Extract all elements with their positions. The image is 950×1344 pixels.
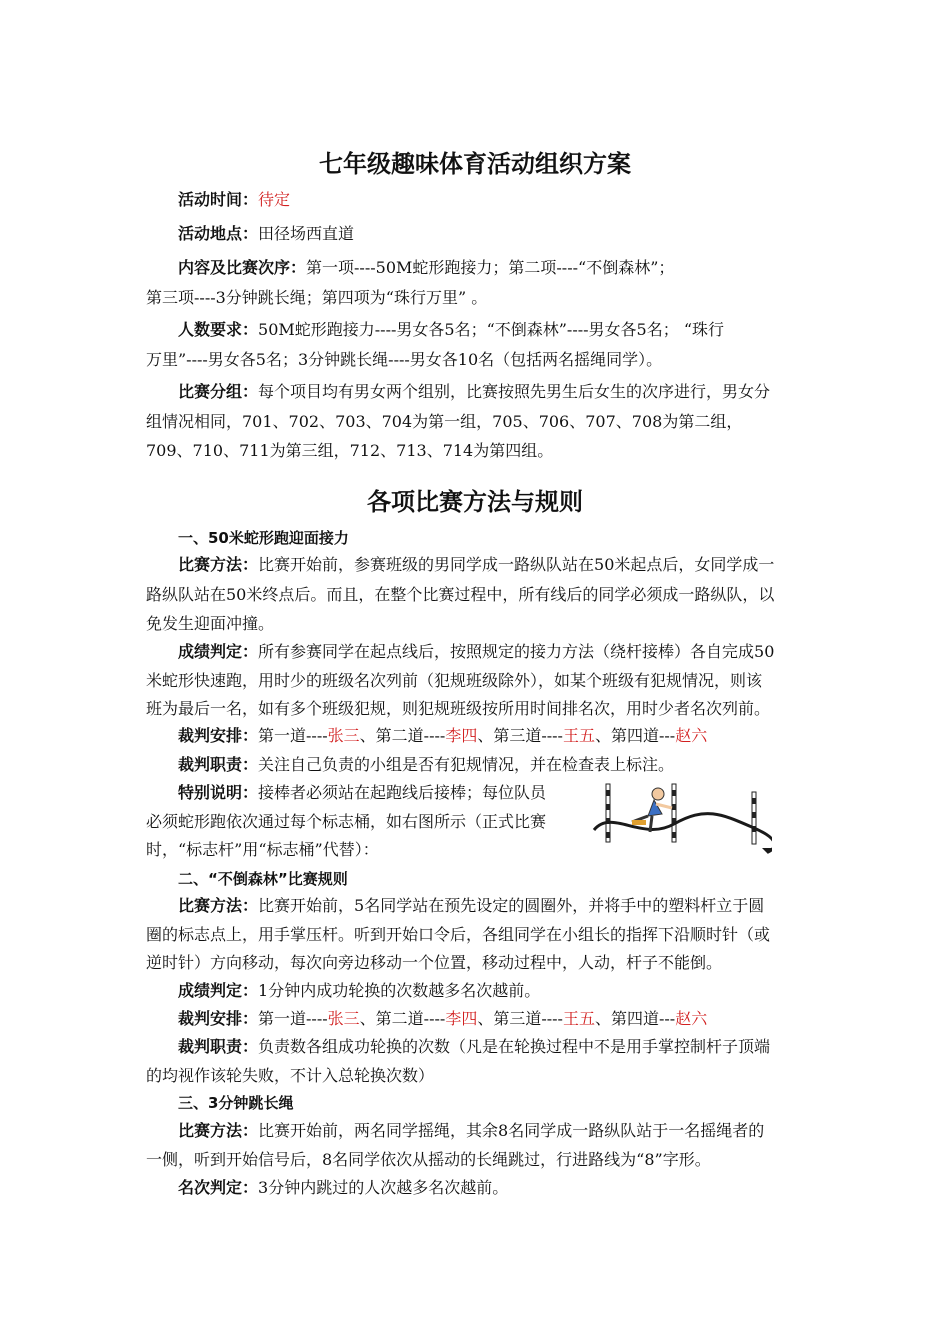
- event1-lane3-text: 、第三道----: [477, 726, 563, 745]
- event2-judge-label: 裁判安排：: [178, 1009, 259, 1028]
- order-text-1: 第一项----50M蛇形跑接力；第二项----“不倒森林”；: [306, 258, 675, 277]
- order-label: 内容及比赛次序：: [178, 258, 307, 277]
- event1-lane4-text: 、第四道---: [594, 726, 676, 745]
- group-text-1: 每个项目均有男女两个组别，比赛按照先男生后女生的次序进行，男女分: [258, 382, 771, 401]
- event1-special-line-2: 必须蛇形跑依次通过每个标志桶，如右图所示（正式比赛: [146, 812, 547, 831]
- people-label: 人数要求：: [178, 320, 259, 339]
- event2-method-line-1: [178, 896, 764, 916]
- event2-lane3-judge: 王五: [562, 1009, 595, 1028]
- event1-special-line-1: [178, 783, 546, 803]
- event2-heading: 二、“不倒森林”比赛规则: [178, 870, 348, 888]
- event1-method-line-3: 免发生迎面冲撞。: [146, 614, 275, 633]
- event1-duty-line: [178, 755, 674, 775]
- event3-method-line-1: [178, 1121, 764, 1141]
- event1-method-line-1: [178, 555, 774, 575]
- event2-judge-line: [178, 1009, 707, 1029]
- event2-method-text-1: 比赛开始前，5名同学站在预先设定的圆圈外，并将手中的塑料杆立于圆: [258, 896, 765, 915]
- event1-special-label: 特别说明：: [178, 783, 259, 802]
- event1-result-label: 成绩判定：: [178, 642, 259, 661]
- event1-heading: 一、50米蛇形跑迎面接力: [178, 529, 349, 547]
- event2-result-line: [178, 981, 540, 1001]
- group-label: 比赛分组：: [178, 382, 259, 401]
- group-line-2: 组情况相同，701、702、703、704为第一组，705、706、707、708为第二组，: [146, 412, 743, 431]
- event1-duty-label: 裁判职责：: [178, 755, 259, 774]
- marker-pole-1: [606, 784, 610, 842]
- place-value: 田径场西直道: [258, 224, 355, 243]
- group-line-3: 709、710、711为第三组，712、713、714为第四组。: [146, 441, 554, 460]
- document-title: 七年级趣味体育活动组织方案: [319, 150, 631, 178]
- marker-pole-2: [672, 784, 676, 842]
- event1-lane2-text: 、第二道----: [359, 726, 446, 745]
- event1-judge-line: [178, 726, 707, 746]
- event2-duty-text-1: 负责数各组成功轮换的次数（凡是在轮换过程中不是用手掌控制杆子顶端: [258, 1037, 771, 1056]
- rules-title: 各项比赛方法与规则: [367, 488, 583, 516]
- order-line-2: 第三项----3分钟跳长绳；第四项为“珠行万里” 。: [146, 288, 488, 307]
- event2-lane1-text: 第一道----: [258, 1009, 328, 1028]
- slalom-path: [594, 814, 772, 852]
- event2-lane3-text: 、第三道----: [477, 1009, 563, 1028]
- event1-method-text-1: 比赛开始前，参赛班级的男同学成一路纵队站在50米起点后，女同学成一: [258, 555, 775, 574]
- activity-place: [178, 224, 354, 244]
- event2-lane2-judge: 李四: [445, 1009, 478, 1028]
- event3-method-text-1: 比赛开始前，两名同学摇绳，其余8名同学成一路纵队站于一名摇绳者的: [258, 1121, 765, 1140]
- event1-result-text-1: 所有参赛同学在起点线后，按照规定的接力方法（绕杆接棒）各自完成50: [258, 642, 775, 661]
- event3-heading: 三、3分钟跳长绳: [178, 1094, 294, 1112]
- event1-lane4-judge: 赵六: [675, 726, 708, 745]
- event3-rank-label: 名次判定：: [178, 1178, 259, 1197]
- event1-lane3-judge: 王五: [562, 726, 595, 745]
- people-text-1: 50M蛇形跑接力----男女各5名；“不倒森林”----男女各5名； “珠行: [258, 320, 724, 339]
- runner-figure: [632, 788, 672, 832]
- event2-method-label: 比赛方法：: [178, 896, 259, 915]
- event2-lane4-text: 、第四道---: [594, 1009, 676, 1028]
- time-value: 待定: [258, 190, 291, 209]
- event1-lane1-text: 第一道----: [258, 726, 328, 745]
- activity-time: [178, 190, 290, 210]
- event1-judge-label: 裁判安排：: [178, 726, 259, 745]
- people-line-2: 万里”----男女各5名；3分钟跳长绳----男女各10名（包括两名摇绳同学）。: [146, 350, 663, 369]
- event1-method-label: 比赛方法：: [178, 555, 259, 574]
- event3-method-label: 比赛方法：: [178, 1121, 259, 1140]
- event3-rank-text: 3分钟内跳过的人次越多名次越前。: [258, 1178, 509, 1197]
- time-label: 活动时间：: [178, 190, 259, 209]
- marker-pole-3: [752, 792, 756, 844]
- event2-method-line-2: 圈的标志点上，用手掌压杆。听到开始口令后，各组同学在小组长的指挥下沿顺时针（或: [146, 925, 771, 944]
- event2-result-label: 成绩判定：: [178, 981, 259, 1000]
- event3-rank-line: [178, 1178, 508, 1198]
- event2-duty-line-2: 的均视作该轮失败，不计入总轮换次数）: [146, 1066, 435, 1085]
- slalom-relay-illustration: [592, 778, 772, 858]
- event1-special-text-1: 接棒者必须站在起跑线后接棒；每位队员: [258, 783, 547, 802]
- event2-duty-label: 裁判职责：: [178, 1037, 259, 1056]
- event1-result-line-3: 班为最后一名，如有多个班级犯规，则犯规班级按所用时间排名次，用时少者名次列前。: [146, 699, 771, 718]
- event1-result-line-2: 米蛇形快速跑，用时少的班级名次列前（犯规班级除外），如某个班级有犯规情况，则该: [146, 671, 763, 690]
- event1-lane1-judge: 张三: [327, 726, 360, 745]
- event2-result-text: 1分钟内成功轮换的次数越多名次越前。: [258, 981, 541, 1000]
- event1-duty-text: 关注自己负责的小组是否有犯规情况，并在检查表上标注。: [258, 755, 675, 774]
- event2-method-line-3: 逆时针）方向移动，每次向旁边移动一个位置，移动过程中，人动，杆子不能倒。: [146, 953, 723, 972]
- event1-result-line-1: [178, 642, 774, 662]
- group-line-1: [178, 382, 770, 402]
- people-line-1: [178, 320, 724, 340]
- event1-special-line-3: 时，“标志杆”用“标志桶”代替）：: [146, 840, 379, 859]
- event2-duty-line-1: [178, 1037, 770, 1057]
- event3-method-line-2: 一侧，听到开始信号后，8名同学依次从摇动的长绳跳过，行进路线为“8”字形。: [146, 1150, 711, 1169]
- event2-lane4-judge: 赵六: [675, 1009, 708, 1028]
- event1-method-line-2: 路纵队站在50米终点后。而且，在整个比赛过程中，所有线后的同学必须成一路纵队，以: [146, 585, 775, 604]
- event1-lane2-judge: 李四: [445, 726, 478, 745]
- order-line-1: [178, 258, 674, 278]
- event2-lane1-judge: 张三: [327, 1009, 360, 1028]
- place-label: 活动地点：: [178, 224, 259, 243]
- event2-lane2-text: 、第二道----: [359, 1009, 446, 1028]
